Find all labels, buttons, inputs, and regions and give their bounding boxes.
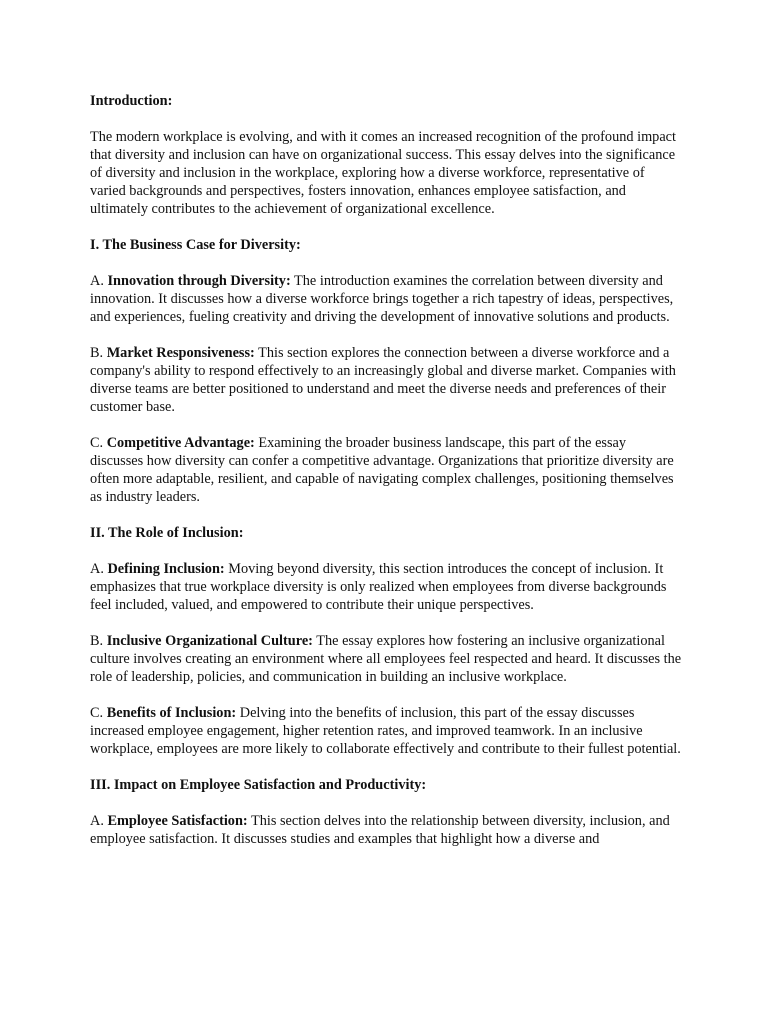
item-defining-inclusion xyxy=(90,560,682,614)
item-prefix: B. xyxy=(90,633,107,649)
section-heading-role-of-inclusion: II. The Role of Inclusion: xyxy=(90,525,244,541)
intro-paragraph: The modern workplace is evolving, and with it comes an increased recognition of the profound impact that diversity and inclusion can have on organizational success. This essay delves into the significance of diversity and inclusion in the workplace, exploring how a diverse workforce, representative of varied backgrounds and perspectives, fosters innovation, enhances employee satisfaction, and ultimately contributes to the achievement of organizational excellence. xyxy=(90,129,676,217)
item-prefix: C. xyxy=(90,705,107,721)
item-text: This section delves into the relationship between diversity, inclusion, and employee satisfaction. It discusses studies and examples that highlight how a diverse and xyxy=(90,813,670,847)
section-heading-employee-satisfaction: III. Impact on Employee Satisfaction and Productivity: xyxy=(90,777,427,793)
item-benefits-of-inclusion xyxy=(90,704,682,758)
item-competitive-advantage xyxy=(90,434,682,506)
item-prefix: A. xyxy=(90,813,108,829)
section-heading-business-case: I. The Business Case for Diversity: xyxy=(90,237,301,253)
item-text: Delving into the benefits of inclusion, this part of the essay discusses increased employee engagement, higher retention rates, and improved teamwork. In an inclusive workplace, employees are more likely to collaborate effectively and contribute to their fullest potential. xyxy=(90,705,681,757)
item-term: Innovation through Diversity: xyxy=(107,273,291,289)
item-term: Market Responsiveness: xyxy=(106,345,255,361)
item-prefix: A. xyxy=(90,273,108,289)
item-term: Competitive Advantage: xyxy=(106,435,255,451)
item-prefix: C. xyxy=(90,435,107,451)
item-prefix: B. xyxy=(90,345,107,361)
item-text: Examining the broader business landscape, this part of the essay discusses how diversity can confer a competitive advantage. Organizations that prioritize diversity are often more adaptable, resilient, and capable of navigating complex challenges, positioning themselves as industry leaders. xyxy=(90,435,674,505)
item-term: Defining Inclusion: xyxy=(107,561,225,577)
item-text: The essay explores how fostering an inclusive organizational culture involves creating an environment where all employees feel respected and heard. It discusses the role of leadership, policies, and communication in building an inclusive workplace. xyxy=(90,633,682,685)
item-term: Inclusive Organizational Culture: xyxy=(106,633,313,649)
item-term: Benefits of Inclusion: xyxy=(106,705,237,721)
item-text: The introduction examines the correlation between diversity and innovation. It discusses how a diverse workforce brings together a rich tapestry of ideas, perspectives, and experiences, fueling creativity and driving the development of innovative solutions and products. xyxy=(90,273,674,325)
item-market-responsiveness xyxy=(90,344,682,416)
item-text: This section explores the connection between a diverse workforce and a company's ability to respond effectively to an increasingly global and diverse market. Companies with diverse teams are better positioned to understand and meet the diverse needs and preferences of their customer base. xyxy=(90,345,676,415)
item-inclusive-organizational-culture xyxy=(90,632,682,686)
item-text: Moving beyond diversity, this section introduces the concept of inclusion. It emphasizes that true workplace diversity is only realized when employees from diverse backgrounds feel included, valued, and empowered to contribute their unique perspectives. xyxy=(90,561,667,613)
item-innovation-through-diversity xyxy=(90,272,682,326)
item-employee-satisfaction xyxy=(90,812,682,848)
item-term: Employee Satisfaction: xyxy=(107,813,248,829)
item-prefix: A. xyxy=(90,561,108,577)
intro-heading: Introduction: xyxy=(90,93,173,109)
document-page xyxy=(90,92,682,866)
